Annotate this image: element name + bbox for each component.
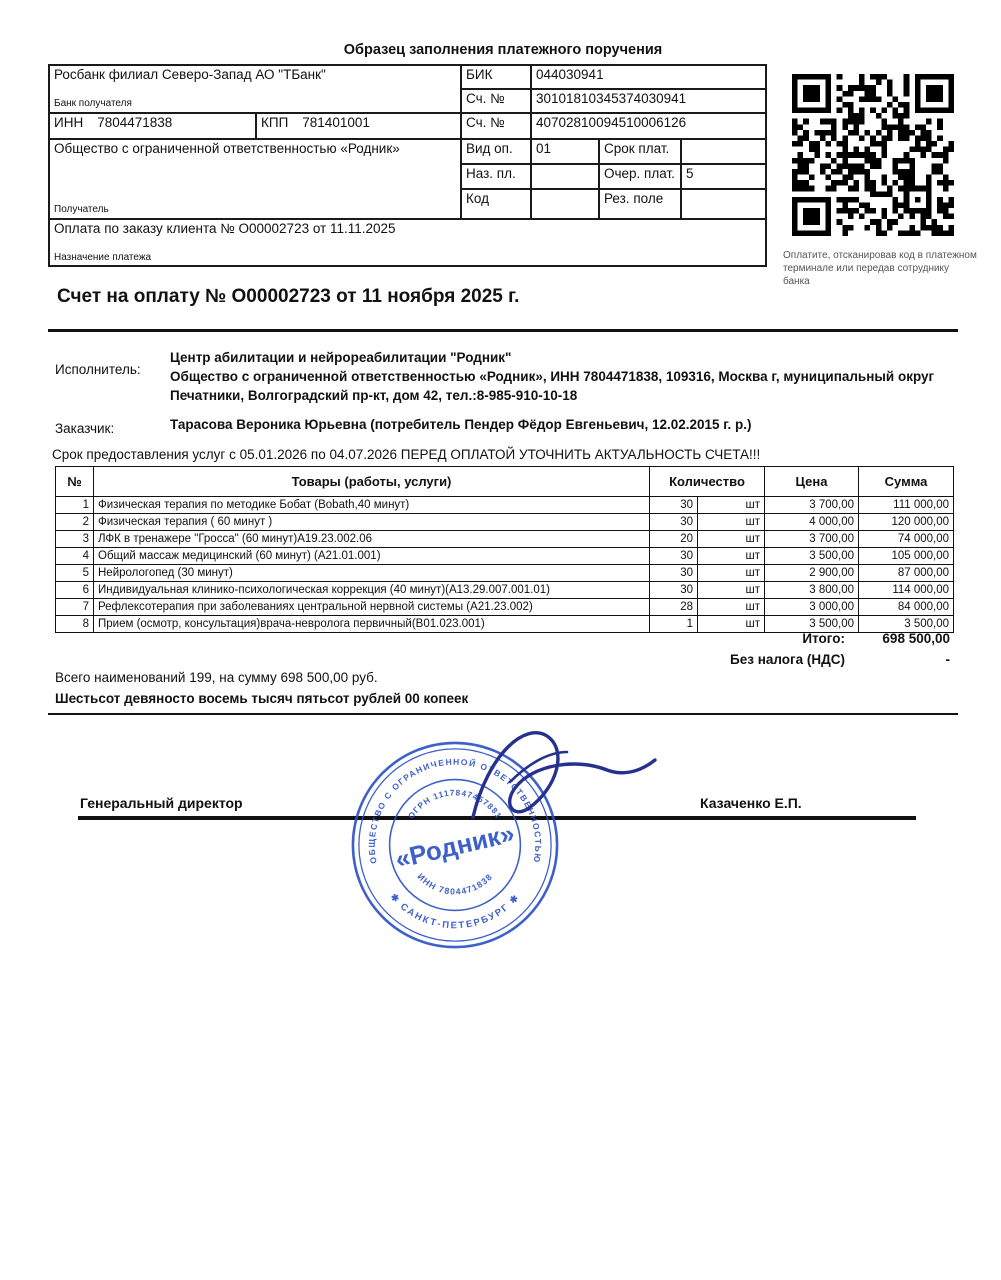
bik-label: БИК [461,65,531,89]
bik-value: 044030941 [531,65,766,89]
item-price: 3 700,00 [765,531,859,548]
item-name: Физическая терапия ( 60 минут ) [94,514,650,531]
bank-name: Росбанк филиал Северо-Запад АО "ТБанк" [54,67,326,82]
item-name: Физическая терапия по методике Бобат (Bobath,40 минут) [94,497,650,514]
item-sum: 84 000,00 [859,599,954,616]
item-sum: 3 500,00 [859,616,954,633]
items-table [55,466,954,633]
item-qty: 20 [650,531,698,548]
vid-op-label: Вид оп. [461,139,531,164]
item-name: Общий массаж медицинский (60 минут) (А21.01.001) [94,548,650,565]
srok-plat-label: Срок плат. [599,139,681,164]
payee-name: Общество с ограниченной ответственностью «Родник» [54,141,400,156]
stamp-outer-bottom-text: ✱ САНКТ-ПЕТЕРБУРГ ✱ [388,890,522,931]
item-num: 6 [56,582,94,599]
rez-pole-label: Рез. поле [599,189,681,219]
item-unit: шт [698,582,765,599]
kpp-value: 781401001 [302,115,370,130]
item-unit: шт [698,514,765,531]
executor-details: Общество с ограниченной ответственностью «Родник», ИНН 7804471838, 109316, Москва г, муниципальный округ Печатники, Волгоградский пр-кт, дом 42, тел.:8-985-910-10-18 [170,369,935,403]
item-name: Прием (осмотр, консультация)врача-невролога первичный(В01.023.001) [94,616,650,633]
table-row [56,582,954,599]
director-name: Казаченко Е.П. [700,795,802,811]
item-num: 5 [56,565,94,582]
executor-name: Центр абилитации и нейрореабилитации "Родник" [170,350,512,365]
total-label: Итого: [802,631,845,646]
item-num: 1 [56,497,94,514]
corr-account-label: Сч. № [461,89,531,113]
item-price: 2 900,00 [765,565,859,582]
inn-value: 7804471838 [97,115,173,130]
inn-cell [49,113,256,139]
item-unit: шт [698,599,765,616]
tax-value: - [945,652,950,667]
bank-label: Банк получателя [54,98,132,109]
payment-sample-title: Образец заполнения платежного поручения [343,42,663,58]
item-num: 2 [56,514,94,531]
kod-value [531,189,599,219]
item-unit: шт [698,565,765,582]
item-price: 3 000,00 [765,599,859,616]
total-value: 698 500,00 [882,631,950,646]
item-price: 3 700,00 [765,497,859,514]
footer-rule [48,713,958,715]
ocher-plat-label: Очер. плат. [599,164,681,189]
table-row [56,531,954,548]
kpp-cell [256,113,461,139]
total-row [600,631,950,646]
item-price: 4 000,00 [765,514,859,531]
tax-row [600,652,950,667]
kpp-label: КПП [261,115,289,130]
terms-line: Срок предоставления услуг с 05.01.2026 по 04.07.2026 ПЕРЕД ОПЛАТОЙ УТОЧНИТЬ АКТУАЛЬНОСТЬ СЧЕТА!!! [52,447,761,462]
stamp-outer-top-text: ОБЩЕСТВО С ОГРАНИЧЕННОЙ ОТВЕТСТВЕННОСТЬЮ [366,756,544,865]
table-row [56,616,954,633]
handwritten-signature [455,722,665,827]
item-num: 3 [56,531,94,548]
stamp-ogrn-text: ОГРН 1117847457881 [405,787,505,821]
purpose-label: Назначение платежа [54,252,152,263]
stamp-inn-text: ИНН 7804471838 [415,871,495,897]
ocher-plat-value: 5 [681,164,766,189]
director-title: Генеральный директор [80,795,243,811]
purpose-cell [49,219,766,266]
naz-pl-label: Наз. пл. [461,164,531,189]
payee-cell [49,139,461,219]
item-num: 7 [56,599,94,616]
item-qty: 30 [650,565,698,582]
tax-label: Без налога (НДС) [730,652,845,667]
header-qty: Количество [650,467,765,497]
item-unit: шт [698,616,765,633]
naz-pl-value [531,164,599,189]
item-sum: 105 000,00 [859,548,954,565]
item-qty: 30 [650,548,698,565]
item-price: 3 800,00 [765,582,859,599]
purpose-value: Оплата по заказу клиента № О00002723 от 11.11.2025 [54,221,396,236]
item-qty: 30 [650,497,698,514]
item-sum: 111 000,00 [859,497,954,514]
stamp-center-text: «Родник» [392,819,518,875]
bank-cell [49,65,461,113]
item-qty: 30 [650,514,698,531]
items-table-body [56,497,954,633]
items-count-line: Всего наименований 199, на сумму 698 500,00 руб. [55,670,378,685]
qr-caption-line1: Оплатите, отсканировав код в платежном [783,250,977,261]
qr-code-image [792,74,954,236]
item-price: 3 500,00 [765,616,859,633]
corr-account-value: 30101810345374030941 [531,89,766,113]
table-row [56,514,954,531]
rez-pole-value [681,189,766,219]
executor-label: Исполнитель: [55,362,141,377]
srok-plat-value [681,139,766,164]
vid-op-value: 01 [531,139,599,164]
items-header-row [56,467,954,497]
table-row [56,497,954,514]
item-sum: 74 000,00 [859,531,954,548]
item-num: 8 [56,616,94,633]
item-qty: 1 [650,616,698,633]
qr-code [792,74,954,241]
header-num: № [56,467,94,497]
item-unit: шт [698,531,765,548]
qr-caption-line2: терминале или передав сотруднику банка [783,263,950,287]
item-sum: 114 000,00 [859,582,954,599]
invoice-title: Счет на оплату № О00002723 от 11 ноября 2025 г. [57,286,520,307]
item-name: Рефлексотерапия при заболеваниях центральной нервной системы (А21.23.002) [94,599,650,616]
item-unit: шт [698,497,765,514]
title-rule [48,329,958,332]
header-name: Товары (работы, услуги) [94,467,650,497]
item-num: 4 [56,548,94,565]
table-row [56,548,954,565]
payment-order-table [48,64,767,267]
item-price: 3 500,00 [765,548,859,565]
qr-caption [783,249,978,288]
table-row [56,565,954,582]
customer-label: Заказчик: [55,421,115,436]
item-name: Нейрологопед (30 минут) [94,565,650,582]
kod-label: Код [461,189,531,219]
inn-label: ИНН [54,115,84,130]
svg-text:ИНН 7804471838 [415,871,494,896]
account-label: Сч. № [461,113,531,139]
item-sum: 87 000,00 [859,565,954,582]
table-row [56,599,954,616]
item-qty: 28 [650,599,698,616]
header-price: Цена [765,467,859,497]
customer-value: Тарасова Вероника Юрьевна (потребитель Пендер Фёдор Евгеньевич, 12.02.2015 г. р.) [170,417,752,432]
item-unit: шт [698,548,765,565]
amount-in-words: Шестьсот девяносто восемь тысяч пятьсот рублей 00 копеек [55,691,469,706]
payee-label: Получатель [54,204,109,215]
item-sum: 120 000,00 [859,514,954,531]
item-name: Индивидуальная клинико-психологическая коррекция (40 минут)(А13.29.007.001.01) [94,582,650,599]
item-qty: 30 [650,582,698,599]
item-name: ЛФК в тренажере "Гросса" (60 минут)А19.23.002.06 [94,531,650,548]
account-value: 40702810094510006126 [531,113,766,139]
header-sum: Сумма [859,467,954,497]
executor-block [170,348,960,405]
